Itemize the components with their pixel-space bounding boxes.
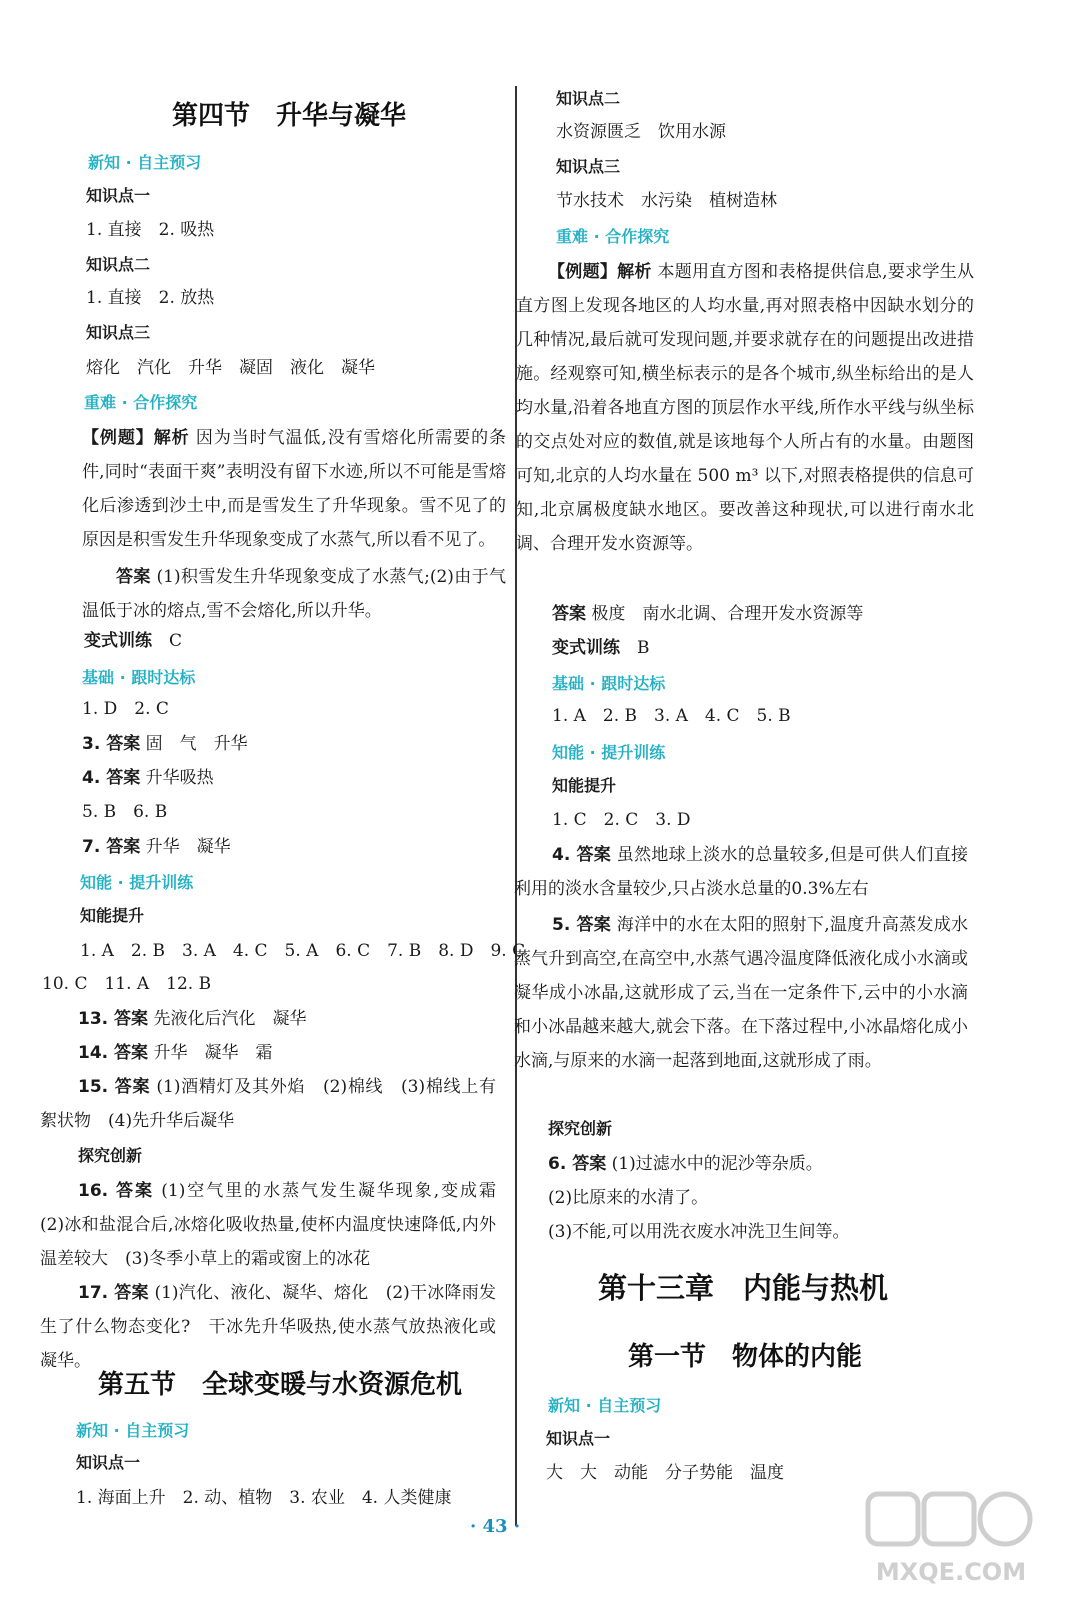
basic-q4 — [82, 767, 522, 789]
chapter-13-title: 第十三章 内能与热机 — [598, 1271, 889, 1305]
kp1-label: 知识点一 — [86, 186, 151, 205]
xinzhi-label: 新知 · 自主预习 — [88, 153, 202, 172]
kp1-answer: 1. 直接 2. 吸热 — [86, 220, 215, 240]
xinzhi-label-2: 新知 · 自主预习 — [76, 1421, 190, 1440]
r-kp2-label: 知识点二 — [556, 89, 621, 108]
q16 — [40, 1174, 513, 1276]
r-jichu-label: 基础 · 跟时达标 — [552, 674, 666, 693]
q3-text: 固 气 升华 — [145, 734, 248, 754]
example-text: 因为当时气温低,没有雪熔化所需要的条件,同时“表面干爽”表明没有留下水迹,所以不可能是雪熔化后渗透到沙土中,而是雪发生了升华现象。雪不见了的原因是积雪发生升华现象变成了水蒸气,所以看不见了。 — [82, 428, 507, 550]
r-variant-tag: 变式训练 — [552, 638, 620, 658]
r-xinzhi-label: 新知 · 自主预习 — [548, 1396, 662, 1415]
r-basic-mc: 1. A 2. B 3. A 4. C 5. B — [552, 706, 791, 726]
basic-q7 — [82, 836, 522, 858]
q15-text: (1)酒精灯及其外焰 (2)棉线 (3)棉线上有絮状物 (4)先升华后凝华 — [40, 1077, 496, 1131]
r-answer — [552, 603, 992, 625]
answer-tag: 答案 — [116, 567, 151, 587]
q16-tag: 16. 答案 — [78, 1181, 154, 1201]
section-4-title: 第四节 升华与凝华 — [172, 101, 407, 131]
q4-tag: 4. 答案 — [82, 768, 141, 788]
q13 — [78, 1008, 518, 1030]
r-tanjiu-label: 探究创新 — [548, 1119, 613, 1138]
r-q6-tag: 6. 答案 — [548, 1154, 607, 1174]
section-1-title: 第一节 物体的内能 — [628, 1342, 863, 1372]
r-q6c: (3)不能,可以用洗衣废水冲洗卫生间等。 — [548, 1222, 850, 1242]
q14-tag: 14. 答案 — [78, 1043, 149, 1063]
q17-text: (1)汽化、液化、凝华、熔化 (2)干冰降雨发生了什么物态变化? 干冰先升华吸热,使水蒸气放热液化或凝华。 — [40, 1283, 496, 1371]
kp3-answer: 熔化 汽化 升华 凝固 液化 凝华 — [86, 358, 375, 378]
q7-text: 升华 凝华 — [145, 837, 231, 857]
basic-q3 — [82, 733, 522, 755]
q14-text: 升华 凝华 霜 — [153, 1043, 273, 1063]
tanjiu-label: 探究创新 — [78, 1146, 143, 1165]
mc-row-2: 10. C 11. A 12. B — [42, 974, 212, 994]
q4-text: 升华吸热 — [145, 768, 214, 788]
watermark-logo — [862, 1490, 1040, 1590]
mc-row-1: 1. A 2. B 3. A 4. C 5. A 6. C 7. B 8. D 9. C — [80, 941, 526, 961]
r-kp3-label: 知识点三 — [556, 157, 621, 176]
kp2-label: 知识点二 — [86, 255, 151, 274]
q16-text: (1)空气里的水蒸气发生凝华现象,变成霜 (2)冰和盐混合后,冰熔化吸收热量,使杯内温度快速降低,内外温差较大 (3)冬季小草上的霜或窗上的冰花 — [40, 1181, 513, 1269]
r-q6b: (2)比原来的水清了。 — [548, 1188, 709, 1208]
q15-tag: 15. 答案 — [78, 1077, 151, 1097]
r-q6a: (1)过滤水中的泥沙等杂质。 — [611, 1154, 823, 1174]
example-paragraph — [82, 421, 506, 557]
q3-tag: 3. 答案 — [82, 734, 141, 754]
r-q5 — [514, 908, 968, 1078]
example-tag: 【例题】解析 — [82, 428, 190, 448]
answer-text: (1)积雪发生升华现象变成了水蒸气;(2)由于气温低于冰的熔点,雪不会熔化,所以升华。 — [82, 567, 507, 621]
variant-value: C — [169, 631, 183, 651]
kp1b-answer: 1. 海面上升 2. 动、植物 3. 农业 4. 人类健康 — [76, 1488, 452, 1508]
r-q5-tag: 5. 答案 — [552, 915, 612, 935]
r-q4-tag: 4. 答案 — [552, 845, 612, 865]
section-5-title: 第五节 全球变暖与水资源危机 — [98, 1370, 463, 1400]
r-variant-value: B — [637, 638, 650, 658]
svg-text:MXQE.COM: MXQE.COM — [875, 1558, 1027, 1586]
zhineng-tisheng: 知能提升 — [80, 906, 145, 925]
kp3-label: 知识点三 — [86, 323, 151, 342]
r-variant — [552, 637, 992, 659]
r-kp1-answer: 大 大 动能 分子势能 温度 — [546, 1463, 784, 1483]
zhongnan-label: 重难 · 合作探究 — [84, 393, 198, 412]
r-q4-text: 虽然地球上淡水的总量较多,但是可供人们直接利用的淡水含量较少,只占淡水总量的0.3%左右 — [514, 845, 968, 899]
jichu-label: 基础 · 跟时达标 — [82, 668, 196, 687]
variant-training — [84, 630, 524, 652]
zhineng-label: 知能 · 提升训练 — [80, 873, 194, 892]
r-kp3-answer: 节水技术 水污染 植树造林 — [556, 191, 777, 211]
r-zhongnan-label: 重难 · 合作探究 — [556, 227, 670, 246]
r-q4 — [514, 838, 968, 906]
r-zhineng-label: 知能 · 提升训练 — [552, 743, 666, 762]
r-mc2: 1. C 2. C 3. D — [552, 810, 691, 830]
kp2-answer: 1. 直接 2. 放热 — [86, 288, 215, 308]
q17-tag: 17. 答案 — [78, 1283, 149, 1303]
basic-q1: 1. D 2. C — [82, 699, 169, 719]
q14 — [78, 1042, 518, 1064]
q7-tag: 7. 答案 — [82, 837, 141, 857]
page-number: · 43 · — [470, 1516, 521, 1537]
r-kp2-answer: 水资源匮乏 饮用水源 — [556, 122, 726, 142]
q17 — [40, 1276, 496, 1378]
q15 — [40, 1070, 496, 1138]
r-example-tag: 【例题】解析 — [548, 262, 652, 282]
variant-tag: 变式训练 — [84, 631, 152, 651]
r-q5-text: 海洋中的水在太阳的照射下,温度升高蒸发成水蒸气升到高空,在高空中,水蒸气遇冷温度降低液化成小水滴或凝华成小冰晶,这就形成了云,当在一定条件下,云中的小水滴和小冰晶越来越大,就会下落。在下落过程中,小冰晶熔化成小水滴,与原来的水滴一起落到地面,这就形成了雨。 — [514, 915, 968, 1071]
r-answer-tag: 答案 — [552, 604, 586, 624]
answer-paragraph — [82, 560, 506, 628]
r-zhineng-tisheng: 知能提升 — [552, 776, 617, 795]
r-example-paragraph — [516, 255, 974, 561]
r-q6 — [548, 1153, 988, 1175]
basic-q5: 5. B 6. B — [82, 802, 168, 822]
r-example-text: 本题用直方图和表格提供信息,要求学生从直方图上发现各地区的人均水量,再对照表格中因缺水划分的几种情况,最后就可发现问题,并要求就存在的问题提出改进措施。经观察可知,横坐标表示的是各个城市,纵坐标给出的是人均水量,沿着各地直方图的顶层作水平线,所作水平线与纵坐标的交点处对应的数值,就是该地每个人所占有的水量。由题图可知,北京的人均水量在 500 m³ 以下,对照表格提供的信息可知,北京属极度缺水地区。要改善这种现状,可以进行南水北调、合理开发水资源等。 — [516, 262, 975, 554]
kp1b-label: 知识点一 — [76, 1453, 141, 1472]
r-kp1-label: 知识点一 — [546, 1429, 611, 1448]
q13-text: 先液化后汽化 凝华 — [153, 1009, 307, 1029]
r-answer-text: 极度 南水北调、合理开发水资源等 — [591, 604, 864, 624]
q13-tag: 13. 答案 — [78, 1009, 149, 1029]
